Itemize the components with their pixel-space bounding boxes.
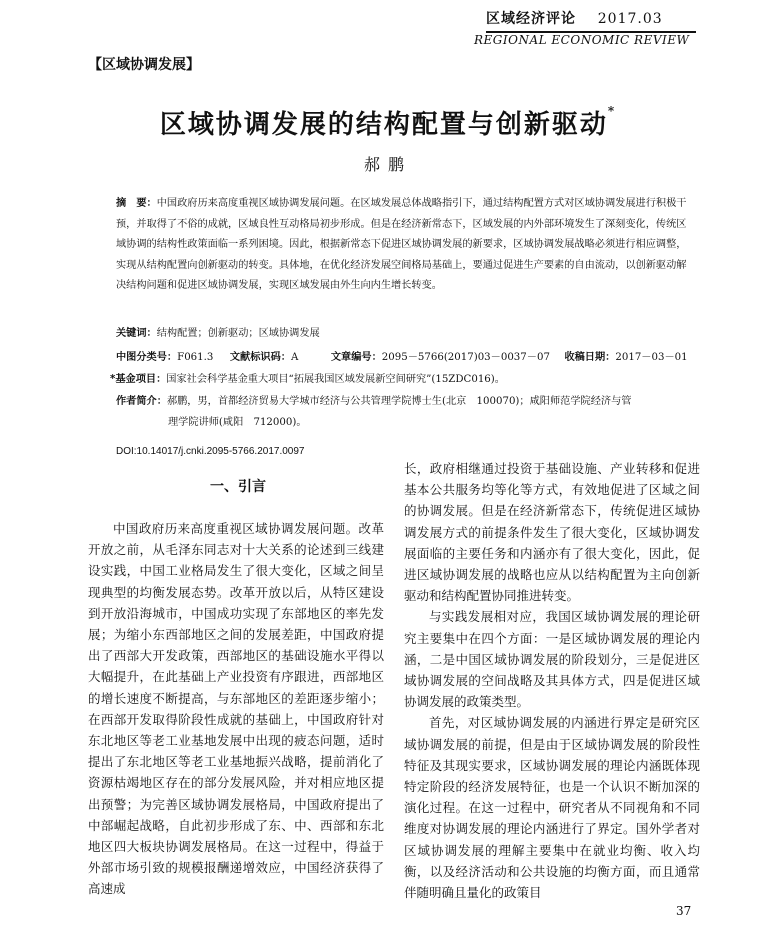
section-tag: 【区域协调发展】 [88,57,200,73]
author-bio-label: 作者简介： [116,396,167,407]
body-column-right [404,458,700,903]
doc-code-label: 文献标识码： [229,352,291,363]
abstract-label: 摘 要： [116,198,157,209]
author-bio-line1: 郝鹏，男，首都经济贸易大学城市经济与公共管理学院博士生(北京 100070)；咸阳师范学院经济与管 [166,396,632,407]
received-date-label: 收稿日期： [564,352,616,363]
page-number: 37 [676,904,692,918]
journal-name-cn: 区域经济评论 [486,11,576,27]
body-paragraph: 与实践发展相对应，我国区域协调发展的理论研究主要集中在四个方面：一是区域协调发展的理论内涵，二是中国区域协调发展的阶段划分，三是促进区域协调发展的空间战略及其具体方式，四是促进区域协调发展的政策类型。 [404,609,700,710]
keywords-text: 结构配置；创新驱动；区域协调发展 [156,328,320,339]
body-paragraph: 中国政府历来高度重视区域协调发展问题。改革开放之前，从毛泽东同志对十大关系的论述到三线建设实践，中国工业格局发生了很大变化，区域之间呈现典型的均衡发展态势。改革开放以后，从特区建设到开放沿海城市，中国成功实现了东部地区的率先发展；为缩小东西部地区之间的发展差距，中国政府提出了西部大开发政策，西部地区的基础设施水平得以大幅提升，在此基础上产业投资有序跟进，西部地区的增长速度不断提高，与东部地区的差距逐步缩小；在西部开发取得阶段性成就的基础上，中国政府针对东北地区等老工业基地发展中出现的疲态问题，适时提出了东北地区等老工业基地振兴战略，提前消化了资源枯竭地区存在的部分发展风险，并对相应地区提出预警；为完善区域协调发展格局，中国政府提出了中部崛起战略，自此初步形成了东、中、西部和东北地区四大板块协调发展格局。在这一过程中，得益于外部市场引致的规模报酬递增效应，中国经济获得了高速成 [88,521,384,897]
body-paragraph: 首先，对区域协调发展的内涵进行界定是研究区域协调发展的前提，但是由于区域协调发展的阶段性特征及其现实要求，区域协调发展的理论内涵既体现特定阶段的经济发展特征，也是一个认识不断加深的演化过程。在这一过程中，研究者从不同视角和不同维度对协调发展的理论内涵进行了界定。国外学者对区域协调发展的理解主要集中在就业均衡、收入均衡，以及经济活动和公共设施的均衡方面，而且通常伴随明确且量化的政策目 [404,715,700,901]
author-bio-line2: 理学院讲师(咸阳 712000)。 [168,417,307,428]
classification-line [116,348,688,363]
doi: DOI:10.14017/j.cnki.2095-5766.2017.0097 [116,446,305,457]
article-number-label: 文章编号： [330,352,382,363]
clc-label: 中图分类号： [116,352,178,363]
section-heading: 一、引言 [210,479,266,495]
article-number-value: 2095－5766(2017)03－0037－07 [381,352,550,363]
received-date-value: 2017－03－01 [615,352,688,363]
abstract-text: 中国政府历来高度重视区域协调发展问题。在区域发展总体战略指引下，通过结构配置方式对区域协调发展进行积极干预，并取得了不俗的成就，区域良性互动格局初步形成。但是在经济新常态下，区域发展的内外部环境发生了深刻变化，传统区域协调的结构性政策面临一系列困境。因此，根据新常态下促进区域协调发展的新要求，区域协调发展战略必须进行相应调整，实现从结构配置向创新驱动的转变。具体地，在优化经济发展空间格局基础上，要通过促进生产要素的自由流动，以创新驱动解决结构问题和促进区域协调发展，实现区域发展由外生向内生增长转变。 [116,198,687,291]
article-title-text: 区域协调发展的结构配置与创新驱动 [159,110,608,140]
abstract [116,194,688,297]
fund-text: 国家社会科学基金重大项目“拓展我国区域发展新空间研究”(15ZDC016)。 [166,374,505,385]
keywords [116,324,320,339]
doc-code-value: A [290,352,299,363]
author-name: 郝鹏 [363,155,412,174]
body-paragraph: 长，政府相继通过投资于基础设施、产业转移和促进基本公共服务均等化等方式，有效地促进了区域之间的协调发展。但是在经济新常态下，传统促进区域协调发展方式的前提条件发生了很大变化，区域协调发展面临的主要任务和内涵亦有了很大变化，因此，促进区域协调发展的战略也应从以结构配置为主向创新驱动和结构配置协同推进转变。 [404,461,700,604]
journal-header [486,8,663,28]
keywords-label: 关键词： [116,328,157,339]
issue-number: 2017.03 [597,11,663,27]
author-bio [116,392,631,407]
article-title [0,104,776,141]
body-column-left [88,518,384,900]
journal-name-en: REGIONAL ECONOMIC REVIEW [474,33,690,47]
clc-value: F061.3 [177,352,214,363]
fund-info [110,370,505,385]
title-footnote-mark: * [607,104,617,118]
fund-label: *基金项目： [110,374,167,385]
